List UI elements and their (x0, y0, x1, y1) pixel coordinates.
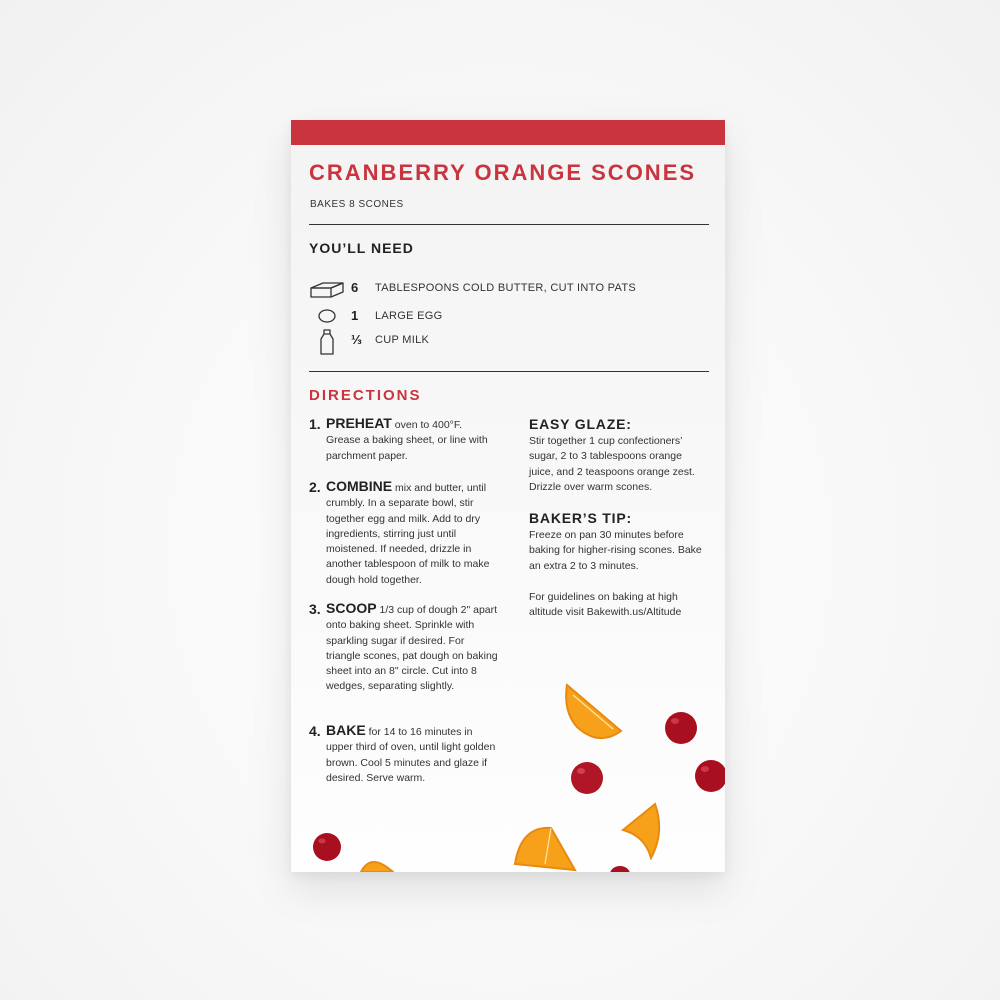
ingredient-text: LARGE EGG (375, 310, 443, 322)
orange-slice-image (559, 675, 631, 747)
direction-step (309, 479, 499, 588)
cranberry-image (609, 864, 631, 872)
cranberry-image (693, 758, 725, 794)
step-number: 2. (309, 479, 321, 495)
step-text: oven to 400°F. Grease a baking sheet, or line with parchment paper. (326, 419, 488, 462)
step-text: 1/3 cup of dough 2" apart onto baking sheet. Sprinkle with sparkling sugar if desired. For triangle scones, pat dough on baking sheet into an 8" circle. Cut into 8 wedges, separating slightly. (326, 604, 498, 693)
step-keyword: COMBINE (326, 478, 393, 494)
cranberry-image (663, 710, 699, 746)
orange-slice-image (621, 802, 663, 860)
ingredient-egg (309, 304, 689, 328)
direction-step (309, 723, 499, 786)
cranberry-image (569, 760, 605, 796)
bakers-tip-section (529, 510, 709, 574)
altitude-note (529, 590, 709, 621)
ingredient-qty: 1 (351, 308, 359, 323)
step-number: 4. (309, 723, 321, 739)
orange-slice-image (359, 852, 395, 872)
divider (309, 371, 709, 372)
step-number: 3. (309, 601, 321, 617)
easy-glaze-heading: EASY GLAZE: (529, 416, 632, 432)
directions-heading: DIRECTIONS (309, 387, 422, 404)
step-keyword: SCOOP (326, 600, 377, 616)
step-keyword: PREHEAT (326, 415, 392, 431)
step-text: mix and butter, until crumbly. In a separate bowl, stir together egg and milk. Add to dry ingredients, stirring just until moistened. If needed, drizzle in another tablespoon of milk to make dough hold together. (326, 482, 490, 586)
ingredient-milk (309, 328, 689, 352)
cranberry-image (311, 831, 343, 863)
milk-bottle-icon (309, 328, 345, 356)
bakers-tip-text: Freeze on pan 30 minutes before baking for higher-rising scones. Bake an extra 2 to 3 minutes. (529, 529, 702, 572)
orange-slice-image (511, 820, 581, 872)
yield-label: BAKES 8 SCONES (310, 199, 404, 210)
ingredient-qty: 6 (351, 280, 359, 295)
youll-need-heading: YOU’LL NEED (309, 240, 414, 256)
ingredient-text: TABLESPOONS COLD BUTTER, CUT INTO PATS (375, 282, 636, 294)
top-color-band (291, 120, 725, 145)
product-title: CRANBERRY ORANGE SCONES (309, 160, 697, 185)
butter-icon (309, 276, 345, 302)
altitude-text: For guidelines on baking at high altitude visit Bakewith.us/Altitude (529, 591, 682, 619)
direction-step (309, 601, 499, 695)
divider (309, 224, 709, 225)
step-number: 1. (309, 416, 321, 432)
step-keyword: BAKE (326, 722, 366, 738)
easy-glaze-section (529, 416, 709, 495)
easy-glaze-text: Stir together 1 cup confectioners’ sugar, 2 to 3 tablespoons orange juice, and 2 teaspoons orange zest. Drizzle over warm scones. (529, 435, 695, 493)
ingredient-text: CUP MILK (375, 334, 430, 346)
ingredient-butter (309, 276, 689, 300)
bakers-tip-heading: BAKER’S TIP: (529, 510, 632, 526)
scone-mix-box (291, 120, 725, 872)
direction-step (309, 416, 499, 464)
step-text: for 14 to 16 minutes in upper third of oven, until light golden brown. Cool 5 minutes and glaze if desired. Serve warm. (326, 726, 496, 784)
ingredient-qty: ⅓ (351, 332, 362, 347)
egg-icon (309, 304, 345, 330)
